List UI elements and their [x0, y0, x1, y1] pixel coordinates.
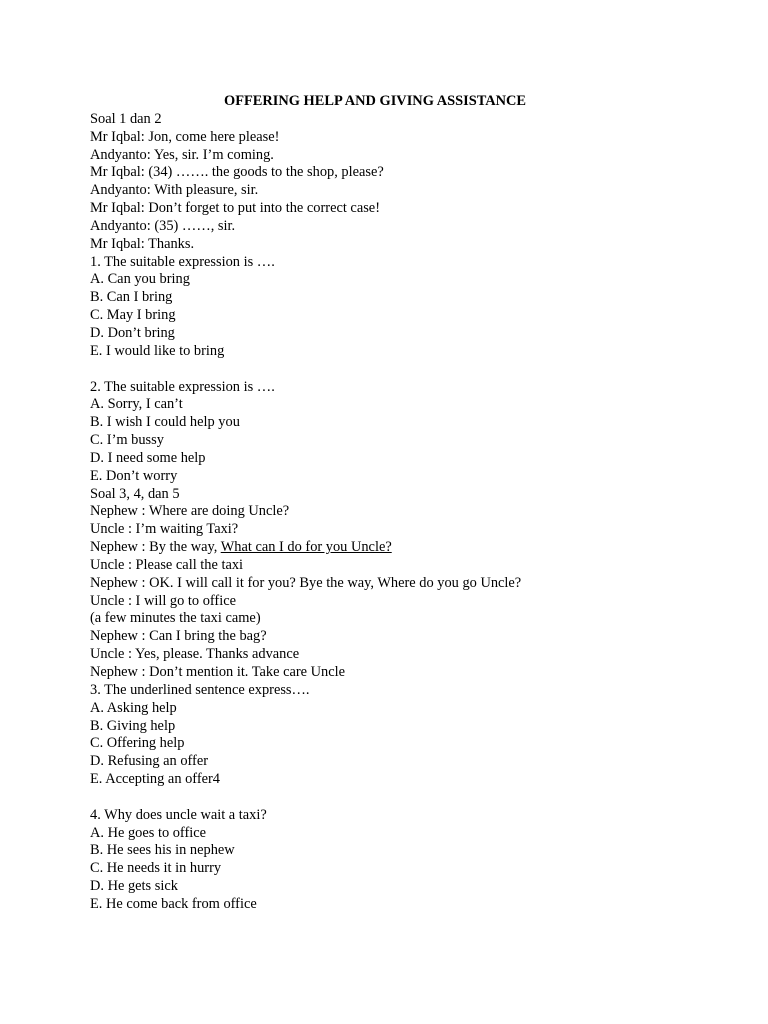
answer-option: C. He needs it in hurry	[90, 860, 222, 877]
document-body	[90, 93, 690, 914]
dialogue-line: Nephew : Don’t mention it. Take care Uncle	[90, 664, 346, 680]
dialogue-line: Nephew : Can I bring the bag?	[90, 628, 267, 645]
answer-option: D. Don’t bring	[90, 324, 175, 341]
dialogue-line: Andyanto: Yes, sir. I’m coming.	[90, 146, 274, 163]
question-4	[90, 807, 690, 914]
dialogue-line: (a few minutes the taxi came)	[90, 610, 261, 627]
answer-option: A. Can you bring	[90, 271, 190, 288]
dialogue-line: Mr Iqbal: Don’t forget to put into the correct case!	[90, 200, 380, 217]
answer-option: B. Giving help	[90, 717, 176, 734]
dialogue-line: Uncle : I’m waiting Taxi?	[90, 521, 239, 538]
answer-option: D. He gets sick	[90, 878, 178, 895]
dialogue-line: Mr Iqbal: (34) ……. the goods to the shop, please?	[90, 164, 384, 181]
answer-option: D. I need some help	[90, 449, 206, 466]
section-heading: Soal 3, 4, dan 5	[90, 485, 180, 502]
answer-option: E. Don’t worry	[90, 467, 178, 484]
paragraph-spacer	[90, 361, 690, 379]
question-text: 1. The suitable expression is ….	[90, 253, 275, 270]
title-spacer	[90, 93, 690, 111]
dialogue-line	[90, 539, 690, 557]
dialogue-line: Nephew : Where are doing Uncle?	[90, 503, 290, 520]
dialogue-line: Uncle : Please call the taxi	[90, 556, 244, 573]
answer-option: A. He goes to office	[90, 824, 207, 841]
dialogue-line: Andyanto: (35) ……, sir.	[90, 217, 236, 234]
dialogue-line: Uncle : I will go to office	[90, 592, 237, 609]
answer-option: A. Sorry, I can’t	[90, 396, 183, 413]
question-text: 3. The underlined sentence express….	[90, 681, 310, 698]
dialogue-block	[90, 129, 690, 254]
question-2	[90, 379, 690, 486]
answer-option: E. Accepting an offer4	[90, 771, 220, 788]
question-1	[90, 254, 690, 361]
answer-option: E. He come back from office	[90, 895, 257, 912]
answer-option: C. I’m bussy	[90, 432, 164, 449]
question-text: 4. Why does uncle wait a taxi?	[90, 806, 267, 823]
section-heading: Soal 1 dan 2	[90, 110, 162, 127]
dialogue-prefix: Nephew : By the way,	[90, 539, 221, 556]
answer-option: B. He sees his in nephew	[90, 842, 235, 859]
answer-option: A. Asking help	[90, 699, 177, 716]
paragraph-spacer	[90, 789, 690, 807]
dialogue-line: Andyanto: With pleasure, sir.	[90, 182, 259, 199]
answer-option: B. Can I bring	[90, 289, 173, 306]
answer-option: B. I wish I could help you	[90, 414, 240, 431]
answer-option: D. Refusing an offer	[90, 753, 209, 770]
document-title: OFFERING HELP AND GIVING ASSISTANCE	[224, 93, 526, 109]
underlined-sentence: What can I do for you Uncle?	[220, 539, 392, 556]
answer-option: C. Offering help	[90, 735, 185, 752]
dialogue-line: Mr Iqbal: Jon, come here please!	[90, 128, 280, 145]
answer-option: C. May I bring	[90, 307, 176, 324]
answer-option: E. I would like to bring	[90, 342, 225, 359]
dialogue-line: Uncle : Yes, please. Thanks advance	[90, 646, 300, 663]
question-text: 2. The suitable expression is ….	[90, 378, 275, 395]
dialogue-line: Nephew : OK. I will call it for you? Bye the way, Where do you go Uncle?	[90, 574, 522, 591]
dialogue-line: Mr Iqbal: Thanks.	[90, 235, 195, 252]
question-3	[90, 682, 690, 789]
dialogue-block	[90, 503, 690, 681]
